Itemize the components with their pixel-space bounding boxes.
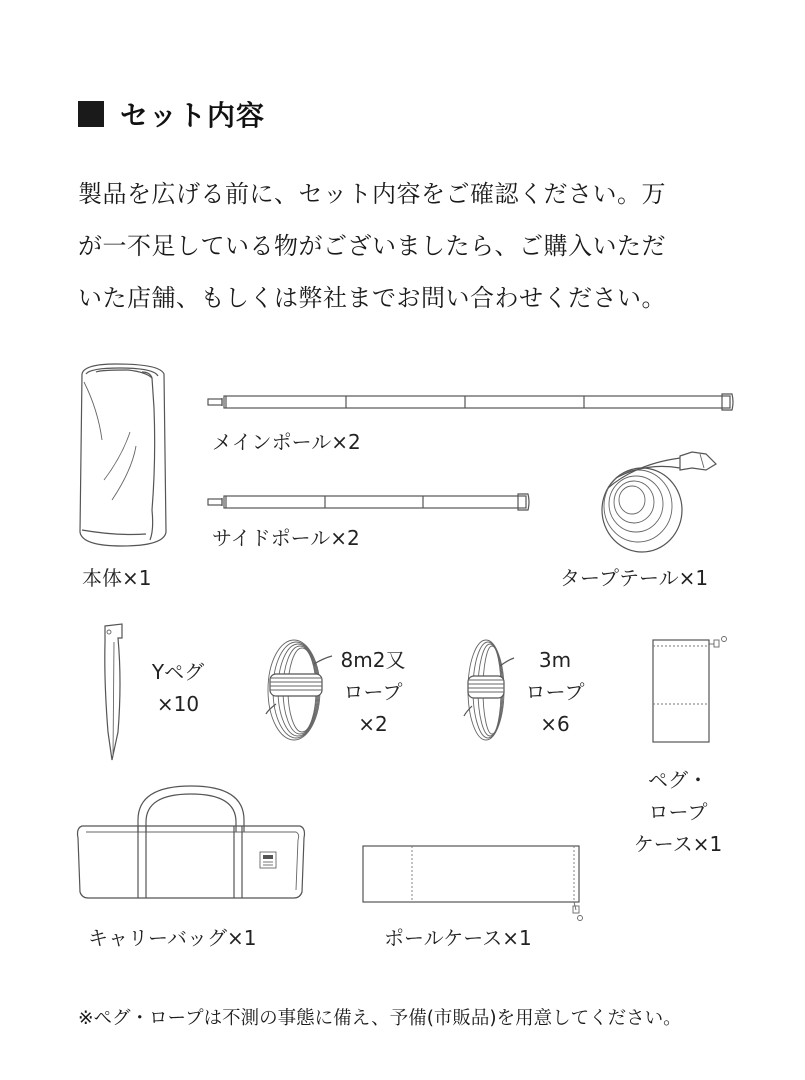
intro-line: が一不足している物がございましたら、ご購入いただ [78, 232, 666, 260]
coiled-rope-icon [264, 638, 336, 744]
item-label-carry-bag: キャリーバッグ×1 [88, 926, 257, 950]
item-label-pole-case: ポールケース×1 [384, 926, 532, 950]
item-label-y-peg: Yペグ ×10 [151, 660, 205, 716]
item-label-body: 本体×1 [82, 566, 152, 590]
section-heading [78, 94, 265, 134]
section-title: セット内容 [120, 99, 266, 132]
drawstring-bag-icon [652, 636, 732, 746]
coiled-strap-buckle-icon [596, 448, 726, 558]
rolled-tent-body-icon [76, 360, 170, 550]
item-label-tarp-tail: タープテール×1 [560, 566, 709, 590]
item-label-rope-3m: 3m ロープ ×6 [525, 648, 585, 736]
pole-case-icon [362, 844, 592, 924]
item-label-rope-8m: 8m2又 ロープ ×2 [340, 648, 406, 736]
footnote: ※ペグ・ロープは不測の事態に備え、予備(市販品)を用意してください。 [78, 1008, 682, 1029]
y-peg-icon [102, 622, 126, 762]
intro-line: 製品を広げる前に、セット内容をご確認ください。万 [78, 180, 666, 208]
square-marker-icon [78, 101, 104, 127]
main-pole-icon [208, 392, 738, 412]
item-label-side-pole: サイドポール×2 [212, 526, 360, 550]
carry-bag-icon [76, 782, 308, 902]
item-label-peg-rope-case: ペグ・ ロープ ケース×1 [633, 768, 723, 856]
coiled-rope-icon [462, 638, 518, 744]
intro-paragraph [78, 168, 758, 324]
intro-line: いた店舗、もしくは弊社までお問い合わせください。 [78, 284, 666, 312]
item-label-main-pole: メインポール×2 [212, 430, 361, 454]
side-pole-icon [208, 492, 538, 512]
brand-tag-icon [260, 852, 276, 868]
